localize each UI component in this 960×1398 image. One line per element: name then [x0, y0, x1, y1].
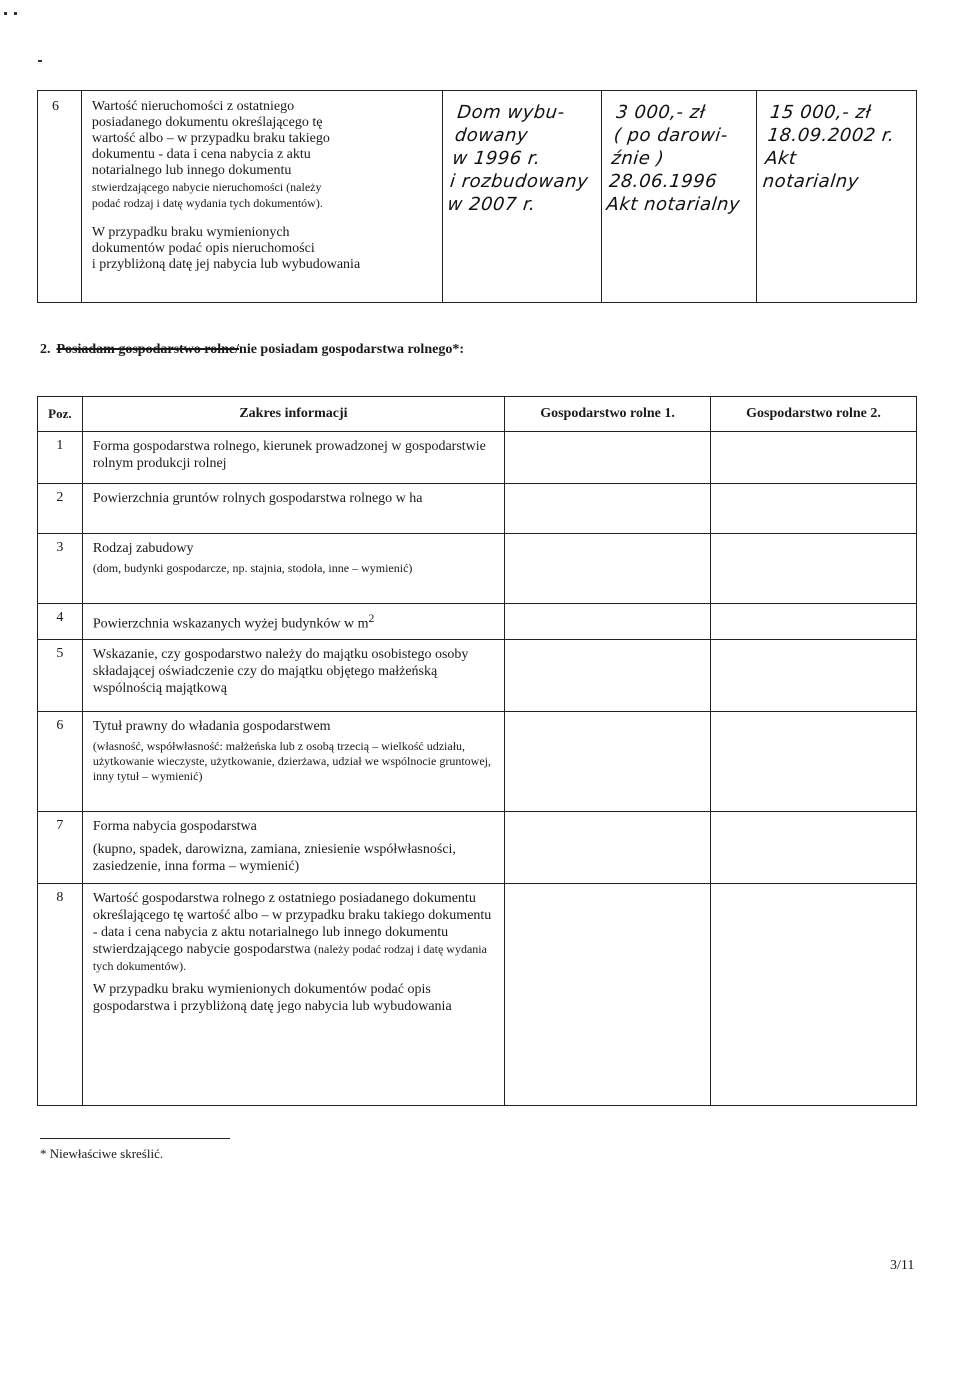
handwritten-line: Akt notarialny — [605, 194, 742, 215]
handwritten-text — [752, 91, 922, 193]
farm-1-value[interactable] — [505, 639, 711, 711]
row-label-text: Wskazanie, czy gospodarstwo należy do majątku osobistego osoby składającej oświadczenie czy do majątku objętego małżeńską wspólnością majątkową — [92, 646, 469, 696]
header-farm-1: Gospodarstwo rolne 1. — [505, 397, 711, 432]
table-row — [38, 604, 917, 640]
row-label-text: Forma nabycia gospodarstwa — [92, 818, 257, 834]
handwritten-line: 28.06.1996 — [608, 171, 719, 192]
row-description — [81, 91, 442, 303]
row-label-text: Powierzchnia wskazanych wyżej budynków w $m^2$ — [92, 612, 375, 632]
handwritten-line: dowany — [453, 125, 530, 146]
row-label — [82, 484, 504, 534]
row-number: 1 — [38, 432, 83, 484]
farm-1-value[interactable] — [505, 811, 711, 883]
row-label — [82, 711, 504, 811]
row-label-hint: (dom, budynki gospodarcze, np. stajnia, stodoła, inne – wymienić) — [92, 561, 413, 575]
header-zakres: Zakres informacji — [82, 397, 504, 432]
table-row — [38, 811, 917, 883]
row-label-hint: (kupno, spadek, darowizna, zamiana, zniesienie współwłasności, zasiedzenie, inna forma – wymienić) — [92, 841, 456, 874]
header-farm-2: Gospodarstwo rolne 2. — [711, 397, 917, 432]
handwritten-line: i rozbudowany — [449, 171, 590, 192]
superscript: 2 — [368, 612, 375, 625]
handwritten-line: źnie ) — [610, 148, 666, 169]
farm-2-value[interactable] — [711, 883, 917, 1105]
handwritten-line: Akt — [764, 148, 798, 169]
property-value-table — [37, 90, 917, 303]
farm-1-value[interactable] — [505, 534, 711, 604]
footnote: * Niewłaściwe skreślić. — [40, 1146, 164, 1161]
description-line: posiadanego dokumentu określającego tę — [91, 115, 323, 130]
farm-2-value[interactable] — [711, 432, 917, 484]
row-number: 6 — [38, 91, 82, 303]
row-number: 8 — [38, 883, 83, 1105]
farm-2-value[interactable] — [711, 484, 917, 534]
handwritten-line: notarialny — [761, 171, 860, 192]
description-line: wartość albo – w przypadku braku takiego — [91, 131, 330, 146]
farm-2-value[interactable] — [711, 534, 917, 604]
row-number: 4 — [38, 604, 83, 640]
section-2-heading — [40, 342, 464, 358]
farm-2-value[interactable] — [711, 639, 917, 711]
handwritten-line: Dom wybu- — [456, 102, 566, 123]
footnote-separator — [40, 1138, 230, 1139]
farm-2-value[interactable] — [711, 604, 917, 640]
row-number: 5 — [38, 639, 83, 711]
handwritten-value-cell-2 — [757, 91, 917, 303]
farm-1-value[interactable] — [505, 883, 711, 1105]
row-number: 2 — [38, 484, 83, 534]
row-label — [82, 639, 504, 711]
farm-1-value[interactable] — [505, 484, 711, 534]
row-label — [82, 432, 504, 484]
row-label — [82, 534, 504, 604]
scan-mark — [4, 12, 7, 15]
header-poz: Poz. — [38, 397, 83, 432]
row-number: 6 — [38, 711, 83, 811]
handwritten-text — [595, 91, 762, 216]
scan-mark — [14, 12, 17, 15]
table-header-row — [38, 397, 917, 432]
description-line: dokumentów podać opis nieruchomości — [91, 241, 315, 256]
row-number: 7 — [38, 811, 83, 883]
table-row — [38, 883, 917, 1105]
row-label-text: Forma gospodarstwa rolnego, kierunek prowadzonej w gospodarstwie rolnym produkcji rolnej — [92, 439, 486, 471]
handwritten-line: ( po darowi- — [612, 125, 730, 146]
handwritten-line: w 1996 r. — [451, 148, 542, 169]
row-label — [82, 883, 504, 1105]
handwritten-line: 3 000,- zł — [615, 102, 707, 123]
farm-1-value[interactable] — [505, 432, 711, 484]
description-line: notarialnego lub innego dokumentu — [91, 163, 292, 178]
description-line: Wartość nieruchomości z ostatniego — [91, 99, 295, 114]
row-label — [82, 811, 504, 883]
handwritten-line: 18.09.2002 r. — [766, 125, 896, 146]
row-label — [82, 604, 504, 640]
handwritten-value-cell-1 — [602, 91, 757, 303]
section-number: 2. — [40, 342, 51, 357]
row-label-text: Rodzaj zabudowy — [92, 541, 194, 556]
farm-1-value[interactable] — [505, 711, 711, 811]
farm-information-table — [37, 396, 917, 1106]
row-label-text: W przypadku braku wymienionych dokumentów podać opis gospodarstwa i przybliżoną datę jego nabycia lub wybudowania — [92, 981, 452, 1014]
row-label-text: Powierzchnia gruntów rolnych gospodarstwa rolnego w ha — [92, 491, 423, 506]
handwritten-text — [436, 91, 607, 216]
handwritten-line: w 2007 r. — [446, 194, 537, 215]
handwritten-description-cell — [443, 91, 602, 303]
row-label-text: Wartość gospodarstwa rolnego z ostatniego posiadanego dokumentu określającego tę wartość albo – w przypadku braku takiego dokumentu - data i cena nabycia z aktu notarialnego lub innego dokumentu stwierdzającego nabycie gospodarstwa (należy podać rodzaj i datę wydania tych dokumentów). — [92, 890, 492, 973]
table-row — [38, 534, 917, 604]
selected-option: nie posiadam gospodarstwa rolnego*: — [239, 342, 464, 357]
handwritten-line: 15 000,- zł — [769, 102, 873, 123]
row-number: 3 — [38, 534, 83, 604]
scan-mark — [38, 60, 42, 62]
table-row — [38, 711, 917, 811]
table-row — [38, 484, 917, 534]
row-label-hint: (własność, współwłasność: małżeńska lub z osobą trzecią – wielkość udziału, użytkowanie wieczyste, użytkowanie, dzierżawa, udział we wspólnocie gruntowej, inny tytuł – wymienić) — [92, 738, 491, 783]
farm-2-value[interactable] — [711, 811, 917, 883]
description-line: podać rodzaj i datę wydania tych dokumentów). — [91, 196, 323, 210]
description-line: dokumentu - data i cena nabycia z aktu — [91, 147, 311, 162]
table-row — [38, 91, 917, 303]
farm-2-value[interactable] — [711, 711, 917, 811]
page-number: 3/11 — [890, 1258, 915, 1273]
table-row — [38, 432, 917, 484]
row-label-text: Tytuł prawny do władania gospodarstwem — [92, 718, 331, 734]
description-line: stwierdzającego nabycie nieruchomości (należy — [91, 180, 322, 194]
struck-option: Posiadam gospodarstwo rolne/ — [56, 342, 240, 357]
description-line: W przypadku braku wymienionych — [91, 225, 290, 240]
description-line: i przybliżoną datę jej nabycia lub wybudowania — [91, 257, 361, 272]
table-row — [38, 639, 917, 711]
farm-1-value[interactable] — [505, 604, 711, 640]
